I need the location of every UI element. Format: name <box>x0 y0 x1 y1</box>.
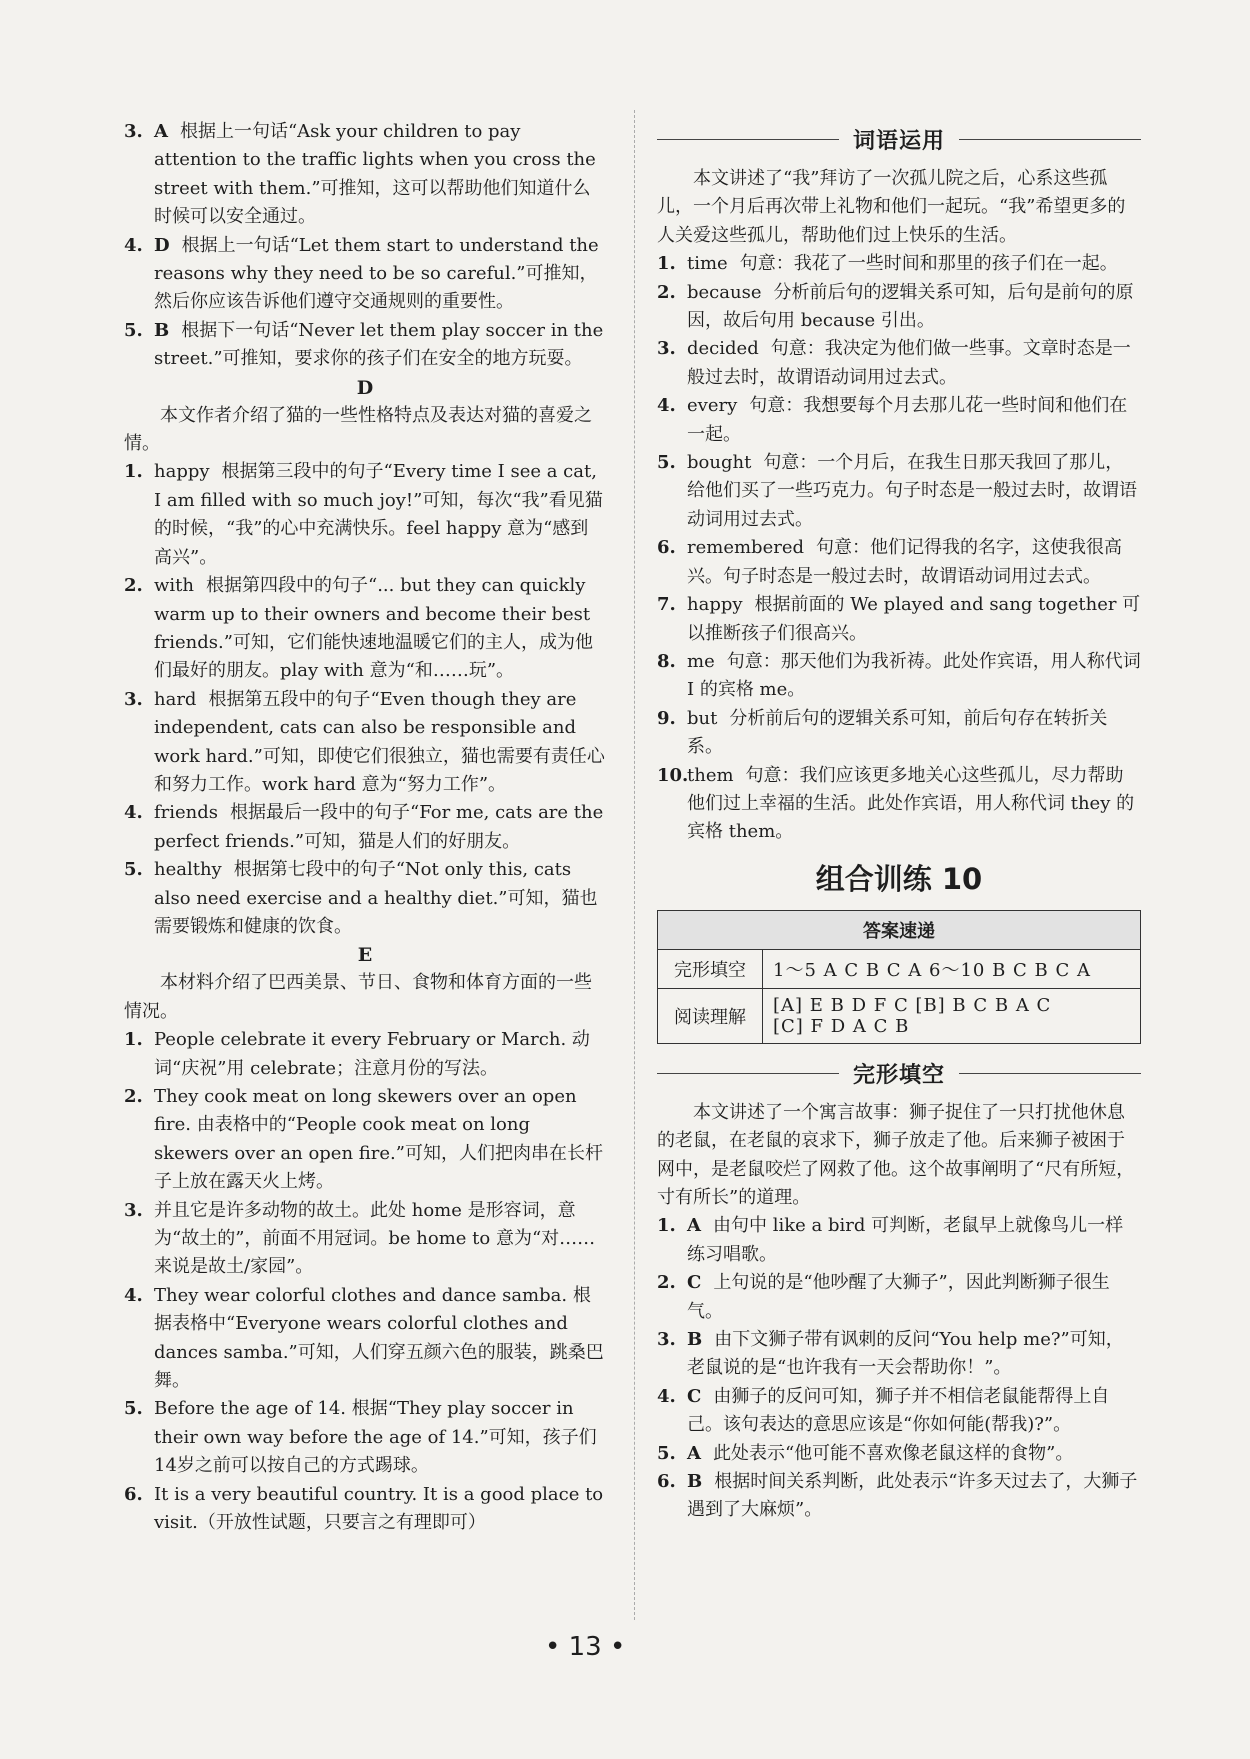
item-number: 3. <box>657 338 676 360</box>
answer-item <box>657 762 1141 847</box>
heading-text: 完形填空 <box>853 1062 946 1088</box>
item-number: 1. <box>124 461 143 483</box>
heading-rule <box>657 1073 839 1074</box>
item-number: 4. <box>657 1385 676 1407</box>
answer-key: A <box>154 121 168 142</box>
answer-item <box>657 449 1141 534</box>
explanation: 根据上一句话“Let them start to understand the reasons why they need to be so careful.”可推知，然后你应该告诉他们遵守交通规则的重要性。 <box>154 234 599 313</box>
item-number: 8. <box>657 650 676 672</box>
answer-table-row <box>658 988 1141 1043</box>
answer-word: with <box>154 575 194 597</box>
item-number: 4. <box>124 234 143 256</box>
answer-item <box>124 1083 606 1197</box>
explanation: 根据第四段中的句子“... but they can quickly warm up to their owners and become their best friends.”可知，它们能快速地温暖它们的主人，成为他们最好的朋友。play with 意为“和……玩”。 <box>154 575 593 682</box>
item-number: 1. <box>657 1215 676 1237</box>
column-divider <box>634 110 635 1620</box>
reading-answers-line-1: [A] E B D F C [B] B C B A C <box>773 994 1052 1016</box>
explanation: People celebrate it every February or March. 动词“庆祝”用 celebrate；注意月份的写法。 <box>154 1029 590 1079</box>
explanation: They wear colorful clothes and dance samba. 根据表格中“Everyone wears colorful clothes and dances samba.”可知，人们穿五颜六色的服装，跳桑巴舞。 <box>154 1284 604 1392</box>
answer-item <box>124 1481 606 1538</box>
vocab-items <box>657 250 1141 847</box>
explanation: 根据第五段中的句子“Even though they are independent, cats can also be responsible and work hard.”可知，即使它们很独立，猫也需要有责任心和努力工作。work hard 意为“努力工作”。 <box>154 688 605 795</box>
explanation: 句意：一个月后，在我生日那天我回了那儿，给他们买了一些巧克力。句子时态是一般过去时，故谓语动词用过去式。 <box>687 452 1137 530</box>
section-d-items <box>124 458 606 941</box>
cloze-heading <box>657 1058 1141 1089</box>
item-number: 5. <box>124 859 143 881</box>
item-number: 3. <box>124 121 143 142</box>
explanation: It is a very beautiful country. It is a good place to visit.（开放性试题，只要言之有理即可） <box>154 1483 604 1534</box>
item-number: 1. <box>124 1029 143 1051</box>
explanation: 由狮子的反问可知，狮子并不相信老鼠能帮得上自己。该句表达的意思应该是“你如何能(帮我)?”。 <box>687 1385 1110 1436</box>
item-number: 4. <box>657 395 676 417</box>
answer-word: me <box>687 650 715 672</box>
answer-item <box>657 1269 1141 1326</box>
explanation: Before the age of 14. 根据“They play soccer in their own way before the age of 14.”可知，孩子们14岁之前可以按自己的方式踢球。 <box>154 1398 597 1477</box>
explanation: 根据时间关系判断，此处表示“许多天过去了，大狮子遇到了大麻烦”。 <box>687 1471 1138 1521</box>
answer-item <box>124 572 606 686</box>
answer-item <box>657 1440 1141 1468</box>
explanation: 由句中 like a bird 可判断，老鼠早上就像鸟儿一样练习唱歌。 <box>687 1215 1124 1265</box>
explanation: 此处表示“他可能不喜欢像老鼠这样的食物”。 <box>712 1442 1074 1464</box>
answer-item <box>657 1326 1141 1383</box>
item-number: 4. <box>124 1284 143 1306</box>
unit-title: 组合训练 10 <box>815 861 983 896</box>
answer-item <box>657 335 1141 392</box>
item-number: 3. <box>124 1199 143 1221</box>
section-e-items <box>124 1026 606 1537</box>
item-number: 1. <box>657 253 676 275</box>
explanation: 根据上一句话“Ask your children to pay attention to the traffic lights when you cross the street with them.”可推知，这可以帮助他们知道什么时候可以安全通过。 <box>154 121 596 228</box>
answer-word: bought <box>687 452 752 474</box>
heading-text: 词语运用 <box>853 129 946 154</box>
answer-item <box>124 232 606 317</box>
explanation: 由下文狮子带有讽刺的反问“You help me?”可知，老鼠说的是“也许我有一天会帮助你！”。 <box>687 1329 1124 1379</box>
left-column <box>124 118 606 1538</box>
answer-word: but <box>687 707 718 729</box>
answer-table-row <box>658 949 1141 988</box>
answer-item <box>124 856 606 941</box>
item-number: 9. <box>657 707 676 729</box>
item-number: 2. <box>124 1086 143 1107</box>
answer-word: healthy <box>154 859 222 881</box>
heading-rule <box>657 139 839 140</box>
answer-key: C <box>687 1272 702 1294</box>
answer-word: friends <box>154 802 219 824</box>
answer-key: A <box>687 1442 701 1464</box>
row-label: 完形填空 <box>658 949 763 988</box>
answer-key: B <box>687 1329 703 1350</box>
explanation: 句意：我花了一些时间和那里的孩子们在一起。 <box>739 253 1118 275</box>
answer-item <box>124 317 606 374</box>
explanation: 句意：我想要每个月去那儿花一些时间和他们在一起。 <box>687 395 1128 445</box>
explanation: They cook meat on long skewers over an open fire. 由表格中的“People cook meat on long skewers over an open fire.”可知，人们把肉串在长杆子上放在露天火上烤。 <box>154 1086 603 1193</box>
answer-word: remembered <box>687 537 804 559</box>
answer-item <box>124 1197 606 1282</box>
answer-word: every <box>687 395 738 417</box>
answer-key: A <box>687 1215 701 1237</box>
answer-word: because <box>687 281 762 303</box>
explanation: 根据最后一段中的句子“For me, cats are the perfect friends.”可知，猫是人们的好朋友。 <box>154 802 604 852</box>
heading-rule <box>959 139 1141 140</box>
answer-item <box>657 648 1141 705</box>
explanation: 分析前后句的逻辑关系可知，前后句存在转折关系。 <box>687 707 1108 758</box>
answer-item <box>657 279 1141 336</box>
item-number: 10. <box>657 764 689 786</box>
heading-rule <box>959 1073 1141 1074</box>
answer-item <box>124 799 606 856</box>
section-e-letter: E <box>357 944 373 967</box>
right-column <box>657 118 1141 1525</box>
answer-key: B <box>154 319 170 341</box>
section-e-intro: 本材料介绍了巴西美景、节日、食物和体育方面的一些情况。 <box>124 972 592 1022</box>
explanation: 句意：那天他们为我祈祷。此处作宾语，用人称代词 I 的宾格 me。 <box>687 650 1141 701</box>
explanation: 句意：我决定为他们做一些事。文章时态是一般过去时，故谓语动词用过去式。 <box>687 338 1131 388</box>
item-number: 6. <box>657 1471 676 1493</box>
reading-answers-line-2: [C] F D A C B <box>773 1015 910 1037</box>
item-number: 5. <box>657 1442 676 1464</box>
explanation: 句意：他们记得我的名字，这使我很高兴。句子时态是一般过去时，故谓语动词用过去式。 <box>687 537 1122 587</box>
item-number: 3. <box>124 688 143 710</box>
answer-item <box>657 1212 1141 1269</box>
explanation: 根据下一句话“Never let them play soccer in the street.”可推知，要求你的孩子们在安全的地方玩耍。 <box>154 319 604 370</box>
explanation: 根据第七段中的句子“Not only this, cats also need exercise and a healthy diet.”可知，猫也需要锻炼和健康的饮食。 <box>154 859 598 937</box>
vocab-heading <box>657 124 1141 155</box>
answer-word: hard <box>154 688 197 710</box>
item-number: 2. <box>657 281 676 303</box>
item-number: 4. <box>124 802 143 824</box>
section-c-items <box>124 118 606 374</box>
item-number: 6. <box>657 537 676 559</box>
cloze-intro: 本文讲述了一个寓言故事：狮子捉住了一只打扰他休息的老鼠，在老鼠的哀求下，狮子放走了他。后来狮子被困于网中，是老鼠咬烂了网救了他。这个故事阐明了“尺有所短，寸有所长”的道理。 <box>657 1101 1135 1208</box>
vocab-intro: 本文讲述了“我”拜访了一次孤儿院之后，心系这些孤儿，一个月后再次带上礼物和他们一起玩。“我”希望更多的人关爱这些孤儿，帮助他们过上快乐的生活。 <box>657 168 1126 246</box>
answer-key: D <box>154 234 170 256</box>
answer-item <box>124 458 606 572</box>
answer-word: happy <box>687 594 743 616</box>
explanation: 上句说的是“他吵醒了大狮子”，因此判断狮子很生气。 <box>687 1272 1110 1322</box>
answer-item <box>657 392 1141 449</box>
answer-item <box>657 1468 1141 1525</box>
explanation: 并且它是许多动物的故土。此处 home 是形容词，意为“故土的”，前面不用冠词。be home to 意为“对……来说是故土/家园”。 <box>154 1199 596 1278</box>
answer-table <box>657 910 1141 1044</box>
row-label: 阅读理解 <box>658 988 763 1043</box>
answer-item <box>124 1395 606 1480</box>
explanation: 根据第三段中的句子“Every time I see a cat, I am filled with so much joy!”可知，每次“我”看见猫的时候，“我”的心中充满快乐。feel happy 意为“感到高兴”。 <box>154 461 603 568</box>
item-number: 5. <box>657 452 676 474</box>
answer-key: B <box>687 1471 703 1493</box>
explanation: 分析前后句的逻辑关系可知，后句是前句的原因，故后句用 because 引出。 <box>687 281 1134 332</box>
answer-key: C <box>687 1385 702 1407</box>
answer-item <box>657 534 1141 591</box>
answer-word: decided <box>687 338 759 360</box>
explanation: 句意：我们应该更多地关心这些孤儿，尽力帮助他们过上幸福的生活。此处作宾语，用人称代词 they 的宾格 them。 <box>687 764 1135 843</box>
item-number: 7. <box>657 594 676 616</box>
answer-word: them <box>687 764 734 786</box>
answer-item <box>657 591 1141 648</box>
item-number: 6. <box>124 1483 143 1505</box>
answer-item <box>657 1383 1141 1440</box>
answer-item <box>124 1026 606 1083</box>
row-value: 1～5 A C B C A 6～10 B C B C A <box>763 949 1141 988</box>
section-d-letter: D <box>356 376 374 399</box>
explanation: 根据前面的 We played and sang together 可以推断孩子们很高兴。 <box>687 594 1141 644</box>
answer-table-header-row <box>658 910 1141 949</box>
answer-item <box>124 1282 606 1396</box>
answer-item <box>657 705 1141 762</box>
item-number: 3. <box>657 1329 676 1350</box>
section-d-intro: 本文作者介绍了猫的一些性格特点及表达对猫的喜爱之情。 <box>124 404 592 455</box>
row-value <box>763 988 1141 1043</box>
item-number: 2. <box>657 1272 676 1294</box>
item-number: 5. <box>124 319 143 341</box>
item-number: 5. <box>124 1398 143 1420</box>
answer-table-header: 答案速递 <box>658 910 1141 949</box>
answer-item <box>124 686 606 800</box>
answer-word: time <box>687 253 728 275</box>
page-number: • 13 • <box>545 1632 626 1662</box>
answer-item <box>124 118 606 232</box>
cloze-items <box>657 1212 1141 1524</box>
item-number: 2. <box>124 575 143 597</box>
answer-item <box>657 250 1141 278</box>
answer-word: happy <box>154 461 210 483</box>
